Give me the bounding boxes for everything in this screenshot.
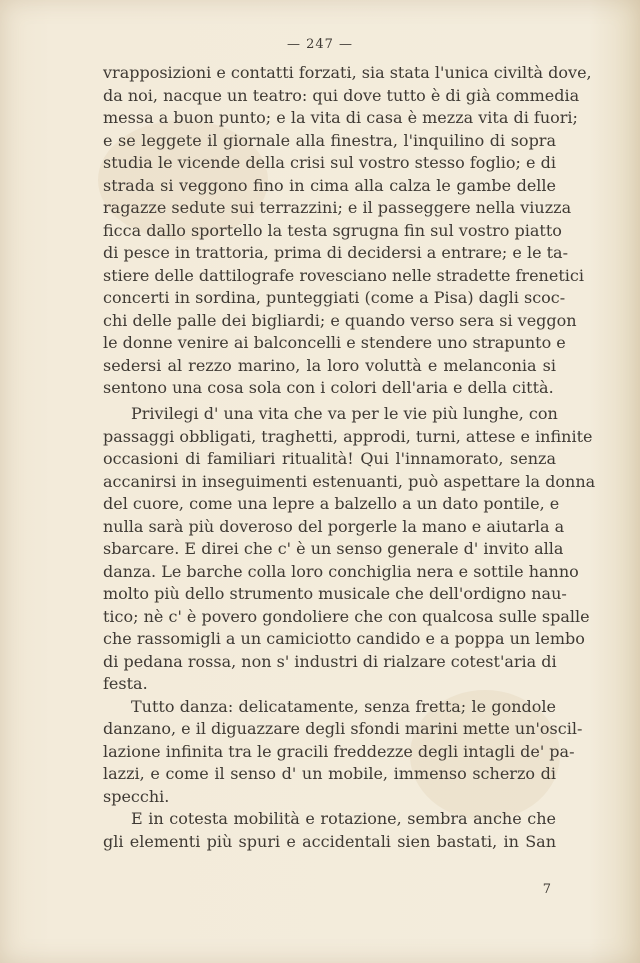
text-line: da noi, nacque un teatro: qui dove tutto è di già commedia: [103, 85, 580, 105]
text-line: accanirsi in inseguimenti estenuanti, può aspettare la donna: [103, 471, 596, 491]
text-line: vrapposizioni e contatti forzati, sia stata l'unica civiltà dove,: [103, 63, 592, 82]
text-line: stiere delle dattilografe rovesciano nelle stradette frenetici: [103, 265, 584, 285]
text-line: di pedana rossa, non s' industri di rialzare cotest'aria di: [103, 651, 557, 671]
text-line: tico; nè c' è povero gondoliere che con qualcosa sulle spalle: [103, 606, 590, 626]
text-line: molto più dello strumento musicale che dell'ordigno nau-: [103, 584, 567, 603]
text-line: sbarcare. E direi che c' è un senso generale d' invito alla: [103, 539, 564, 558]
text-line: ficca dallo sportello la testa sgrugna fin sul vostro piatto: [103, 220, 562, 240]
text-line: le donne venire ai balconcelli e stendere uno strapunto e: [103, 333, 566, 352]
paragraph-2: [103, 403, 596, 853]
text-line: concerti in sordina, punteggiati (come a Pisa) dagli scoc-: [103, 288, 566, 307]
text-line: ragazze sedute sui terrazzini; e il passeggere nella viuzza: [103, 198, 572, 217]
text-line: sedersi al rezzo marino, la loro voluttà e melanconia si: [103, 355, 556, 375]
paragraph-1: [103, 62, 592, 400]
text-line: danza. Le barche colla loro conchiglia nera e sottile hanno: [103, 561, 579, 581]
text-line: passaggi obbligati, traghetti, approdi, turni, attese e infinite: [103, 426, 593, 446]
text-line: Tutto danza: delicatamente, senza fretta; le gondole: [131, 696, 556, 716]
text-line: nulla sarà più doveroso del porgerle la mano e aiutarla a: [103, 516, 565, 536]
text-line: del cuore, come una lepre a balzello a un dato pontile, e: [103, 494, 560, 513]
text-line: studia le vicende della crisi sul vostro stesso foglio; e di: [103, 153, 556, 172]
text-line: e se leggete il giornale alla finestra, l'inquilino di sopra: [103, 130, 556, 150]
text-line: sentono una cosa sola con i colori dell'aria e della città.: [103, 378, 554, 397]
text-line: E in cotesta mobilità e rotazione, sembra anche che: [131, 809, 556, 828]
text-line: danzano, e il diguazzare degli sfondi marini mette un'oscil-: [103, 719, 583, 738]
text-line: strada si veggono fino in cima alla calza le gambe delle: [103, 175, 556, 195]
text-line: lazzi, e come il senso d' un mobile, immenso scherzo di: [103, 764, 556, 783]
text-line: gli elementi più spuri e accidentali sien bastati, in San: [103, 831, 556, 851]
signature-mark: 7: [542, 882, 551, 897]
text-line: lazione infinita tra le gracili freddezze degli intagli de' pa-: [103, 741, 575, 761]
text-line: festa.: [103, 674, 148, 693]
text-line: occasioni di familiari ritualità! Qui l'innamorato, senza: [103, 449, 556, 468]
text-line: di pesce in trattoria, prima di decidersi a entrare; e le ta-: [103, 243, 568, 262]
text-line: che rassomigli a un camiciotto candido e a poppa un lembo: [103, 629, 585, 648]
page-number: — 247 —: [286, 37, 354, 52]
text-line: chi delle palle dei bigliardi; e quando verso sera si veggon: [103, 310, 577, 330]
text-line: messa a buon punto; e la vita di casa è mezza vita di fuori;: [103, 108, 578, 127]
text-line: Privilegi d' una vita che va per le vie più lunghe, con: [131, 404, 558, 423]
text-line: specchi.: [103, 786, 170, 806]
